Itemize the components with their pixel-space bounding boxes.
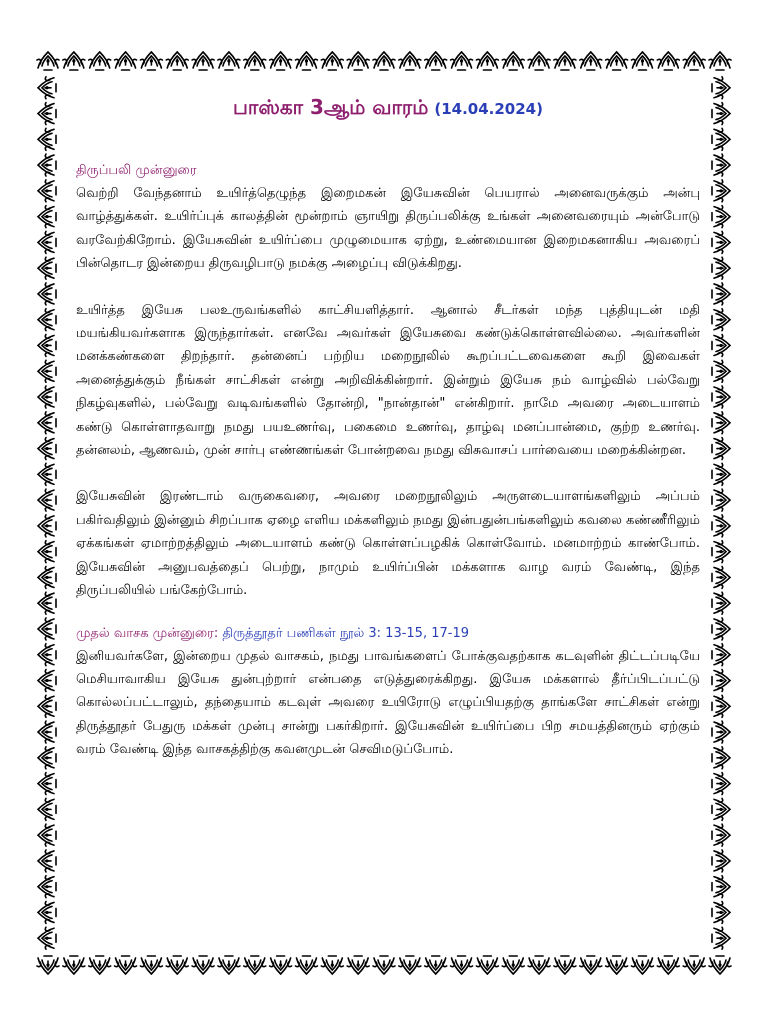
floral-ornament-icon (606, 52, 628, 70)
floral-ornament-icon (683, 956, 705, 974)
floral-ornament-icon (38, 334, 56, 356)
floral-ornament-icon (712, 128, 730, 150)
floral-ornament-icon (712, 927, 730, 949)
floral-ornament-icon (37, 52, 59, 70)
floral-ornament-icon (38, 128, 56, 150)
floral-ornament-icon (166, 956, 188, 974)
floral-ornament-icon (712, 747, 730, 769)
floral-ornament-icon (115, 52, 137, 70)
floral-ornament-icon (218, 52, 240, 70)
floral-ornament-icon (502, 52, 524, 70)
floral-ornament-icon (631, 956, 653, 974)
intro-paragraph-3: இயேசுவின் இரண்டாம் வருகைவரை, அவரை மறைநூலிலும் அருளடையாளங்களிலும் அப்பம் பகிர்வதிலும் இன்னும் சிறப்பாக ஏழை எளிய மக்களிலும் நமது இன்பதுன்பங்களிலும் கவலை கண்ணீரிலும் ஏக்கங்கள் ஏமாற்றத்திலும் அடையாளம் கண்டு கொள்ளப்பழகிக் கொள்வோம். மனமாற்றம் காண்போம். இயேசுவின் அனுபவத்தைப் பெற்று, நாமும் உயிர்ப்பின் மக்களாக வாழ வரம் வேண்டி, இந்த திருப்பலியில் பங்கேற்போம். (76, 489, 700, 599)
floral-ornament-icon (38, 309, 56, 331)
page-date: (14.04.2024) (434, 100, 543, 118)
floral-ornament-icon (38, 438, 56, 460)
floral-ornament-icon (712, 721, 730, 743)
first-reading-heading (76, 623, 700, 645)
floral-ornament-icon (244, 52, 266, 70)
floral-ornament-icon (38, 231, 56, 253)
floral-ornament-icon (712, 670, 730, 692)
floral-ornament-icon (712, 412, 730, 434)
floral-ornament-icon (38, 206, 56, 228)
intro-paragraph-1: வெற்றி வேந்தனாம் உயிர்த்தெழுந்த இறைமகன் இயேசுவின் பெயரால் அனைவருக்கும் அன்பு வாழ்த்துக்கள். உயிர்ப்புக் காலத்தின் மூன்றாம் ஞாயிறு திருப்பலிக்கு உங்கள் அனைவரையும் அன்போடு வரவேற்கிறோம். இயேசுவின் உயிர்ப்பை முழுமையாக ஏற்று, உண்மையான இறைமகனாகிய அவரைப் பின்தொடர இன்றைய திருவழிபாடு நமக்கு அழைப்பு விடுக்கிறது. (76, 186, 700, 272)
floral-ornament-icon (712, 231, 730, 253)
floral-ornament-icon (321, 52, 343, 70)
floral-ornament-icon (712, 257, 730, 279)
floral-ornament-icon (192, 956, 214, 974)
floral-ornament-icon (528, 52, 550, 70)
floral-ornament-icon (712, 798, 730, 820)
floral-ornament-icon (712, 206, 730, 228)
floral-ornament-icon (38, 154, 56, 176)
floral-ornament-icon (712, 644, 730, 666)
floral-ornament-icon (38, 283, 56, 305)
floral-ornament-icon (451, 52, 473, 70)
floral-ornament-icon (38, 592, 56, 614)
floral-ornament-icon (115, 956, 137, 974)
floral-ornament-icon (38, 515, 56, 537)
floral-ornament-icon (451, 956, 473, 974)
intro-paragraph-2: உயிர்த்த இயேசு பலஉருவங்களில் காட்சியளித்தார். ஆனால் சீடர்கள் மந்த புத்தியுடன் மதி மயங்கியவர்களாக இருந்தார்கள். எனவே அவர்கள் இயேசுவை கண்டுக்கொள்ளவில்லை. அவர்களின் மனக்கண்களை திறந்தார். தன்னைப் பற்றிய மறைநூலில் கூறப்பட்டவைகளை கூறி இவைகள் அனைத்துக்கும் நீங்கள் சாட்சிகள் என்று அறிவிக்கின்றார். இன்றும் இயேசு நம் வாழ்வில் பல்வேறு நிகழ்வுகளில், பல்வேறு வடிவங்களில் தோன்றி, "நான்தான்" என்கிறார். நாமே அவரை அடையாளம் கண்டு கொள்ளாதவாறு நமது பயஉணர்வு, பகைமை உணர்வு, தாழ்வு மனப்பான்மை, குற்ற உணர்வு. தன்னலம், ஆணவம், முன் சார்பு எண்ணங்கள் போன்றவை நமது விசுவாசப் பார்வையை மறைக்கின்றன. (76, 302, 700, 459)
first-reading-reference: திருத்தூதர் பணிகள் நூல் 3: 13-15, 17-19 (222, 625, 469, 641)
floral-ornament-icon (580, 956, 602, 974)
floral-ornament-icon (38, 541, 56, 563)
floral-ornament-icon (89, 52, 111, 70)
floral-ornament-icon (712, 592, 730, 614)
floral-ornament-icon (476, 956, 498, 974)
floral-ornament-icon (657, 956, 679, 974)
floral-ornament-icon (38, 489, 56, 511)
floral-ornament-icon (712, 309, 730, 331)
floral-ornament-icon (218, 956, 240, 974)
floral-ornament-icon (712, 283, 730, 305)
floral-ornament-icon (712, 463, 730, 485)
floral-ornament-icon (712, 154, 730, 176)
floral-ornament-icon (38, 618, 56, 640)
floral-ornament-icon (38, 721, 56, 743)
floral-ornament-icon (38, 798, 56, 820)
floral-ornament-icon (373, 52, 395, 70)
floral-ornament-icon (712, 180, 730, 202)
floral-ornament-icon (425, 52, 447, 70)
floral-ornament-icon (712, 541, 730, 563)
floral-ornament-icon (38, 773, 56, 795)
floral-ornament-icon (38, 901, 56, 923)
floral-ornament-icon (712, 438, 730, 460)
intro-heading-text: திருப்பலி முன்னுரை (76, 163, 197, 178)
floral-ornament-icon (712, 515, 730, 537)
first-reading-paragraph: இனியவர்களே, இன்றைய முதல் வாசகம், நமது பாவங்களைப் போக்குவதற்காக கடவுளின் திட்டப்படியே மெசியாவாகிய இயேசு துன்புற்றார் என்பதை எடுத்துரைக்கிறது. இயேசு மக்களால் தீர்ப்பிடப்பட்டு கொல்லப்பட்டாலும், தந்தையாம் கடவுள் அவரை உயிரோடு எழுப்பியதற்கு தாங்களே சாட்சிகள் என்று திருத்தூதர் பேதுரு மக்கள் முன்பு சான்று பகர்கிறார். இயேசுவின் உயிர்ப்பை பிற சமயத்தினரும் ஏற்கும் வரம் வேண்டி இந்த வாசகத்திற்கு கவனமுடன் செவிமடுப்போம். (76, 648, 700, 758)
floral-ornament-icon (347, 52, 369, 70)
floral-ornament-icon (38, 927, 56, 949)
floral-ornament-icon (631, 52, 653, 70)
floral-ornament-icon (38, 386, 56, 408)
floral-ornament-icon (709, 956, 731, 974)
floral-ornament-icon (38, 412, 56, 434)
floral-ornament-icon (89, 956, 111, 974)
floral-ornament-icon (712, 77, 730, 99)
floral-ornament-icon (38, 747, 56, 769)
floral-ornament-icon (38, 824, 56, 846)
floral-ornament-icon (270, 956, 292, 974)
floral-ornament-icon (63, 52, 85, 70)
floral-ornament-icon (712, 876, 730, 898)
floral-ornament-icon (38, 566, 56, 588)
floral-ornament-icon (37, 956, 59, 974)
floral-ornament-icon (712, 773, 730, 795)
floral-ornament-icon (270, 52, 292, 70)
floral-ornament-icon (38, 670, 56, 692)
floral-ornament-icon (373, 956, 395, 974)
page-title (76, 92, 700, 122)
floral-ornament-icon (38, 695, 56, 717)
document-body (76, 92, 700, 762)
floral-ornament-icon (399, 956, 421, 974)
floral-ornament-icon (38, 360, 56, 382)
floral-ornament-icon (554, 52, 576, 70)
floral-ornament-icon (38, 644, 56, 666)
floral-ornament-icon (321, 956, 343, 974)
page-title-text: பாஸ்கா 3ஆம் வாரம் (233, 95, 429, 119)
floral-ornament-icon (38, 103, 56, 125)
floral-ornament-icon (38, 876, 56, 898)
floral-ornament-icon (166, 52, 188, 70)
floral-ornament-icon (712, 334, 730, 356)
floral-ornament-icon (528, 956, 550, 974)
floral-ornament-icon (347, 956, 369, 974)
floral-ornament-icon (712, 103, 730, 125)
floral-ornament-icon (580, 52, 602, 70)
floral-ornament-icon (244, 956, 266, 974)
floral-ornament-icon (425, 956, 447, 974)
floral-ornament-icon (712, 695, 730, 717)
floral-ornament-icon (38, 257, 56, 279)
floral-ornament-icon (38, 463, 56, 485)
floral-ornament-icon (38, 77, 56, 99)
floral-ornament-icon (140, 52, 162, 70)
floral-ornament-icon (712, 360, 730, 382)
floral-ornament-icon (657, 52, 679, 70)
floral-ornament-icon (712, 386, 730, 408)
floral-ornament-icon (712, 566, 730, 588)
floral-ornament-icon (476, 52, 498, 70)
floral-ornament-icon (502, 956, 524, 974)
floral-ornament-icon (712, 850, 730, 872)
floral-ornament-icon (606, 956, 628, 974)
floral-ornament-icon (709, 52, 731, 70)
floral-ornament-icon (399, 52, 421, 70)
floral-ornament-icon (683, 52, 705, 70)
floral-ornament-icon (712, 901, 730, 923)
first-reading-heading-text: முதல் வாசக முன்னுரை: (76, 625, 219, 641)
floral-ornament-icon (712, 618, 730, 640)
floral-ornament-icon (38, 850, 56, 872)
floral-ornament-icon (295, 52, 317, 70)
floral-ornament-icon (63, 956, 85, 974)
intro-heading (76, 160, 700, 182)
floral-ornament-icon (554, 956, 576, 974)
floral-ornament-icon (140, 956, 162, 974)
floral-ornament-icon (38, 180, 56, 202)
floral-ornament-icon (712, 489, 730, 511)
floral-ornament-icon (295, 956, 317, 974)
floral-ornament-icon (192, 52, 214, 70)
floral-ornament-icon (712, 824, 730, 846)
